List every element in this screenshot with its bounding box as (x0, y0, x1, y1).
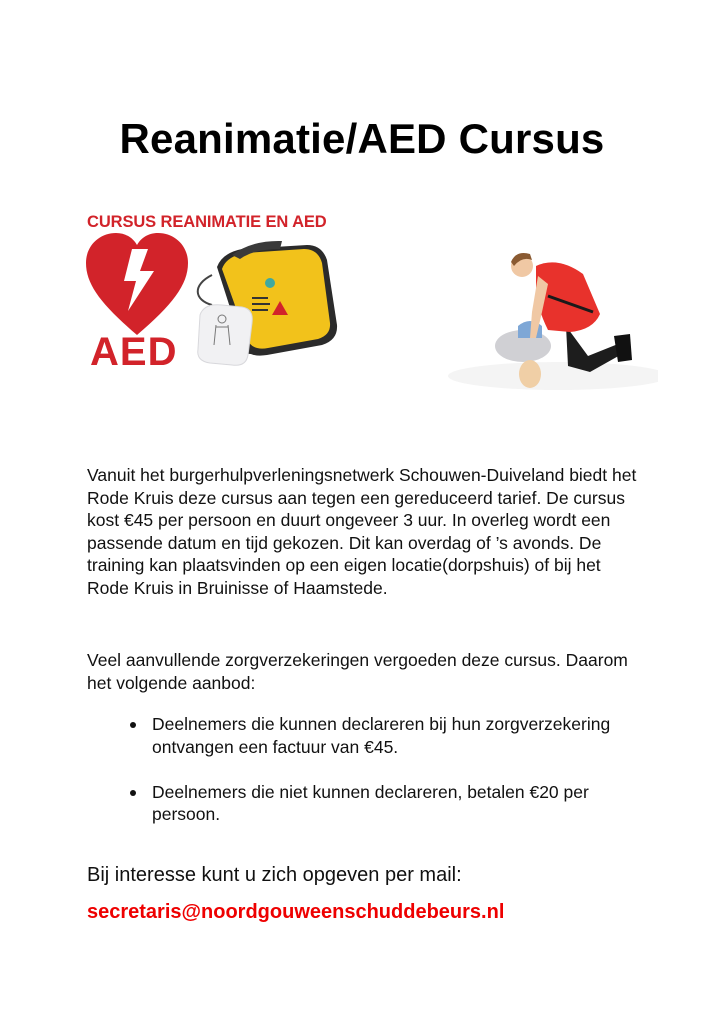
electrode-pad-icon (198, 305, 253, 366)
cpr-illustration (418, 226, 658, 396)
offer-item (120, 713, 660, 758)
page-title: Reanimatie/AED Cursus (119, 115, 605, 163)
image-banner-text: CURSUS REANIMATIE EN AED (87, 213, 327, 231)
offer-list (120, 713, 660, 848)
insurance-paragraph: Veel aanvullende zorgverzekeringen vergoeden deze cursus. Daarom het volgende aanbod: (87, 650, 628, 693)
contact-intro: Bij interesse kunt u zich opgeven per mail: (87, 864, 462, 886)
offer-text: Deelnemers die kunnen declareren bij hun zorgverzekering ontvangen een factuur van €45. (152, 714, 611, 757)
aed-logo-text: AED (90, 330, 178, 374)
offer-item (120, 781, 660, 826)
email-link[interactable]: secretaris@noordgouweenschuddebeurs.nl (87, 901, 505, 923)
cpr-training-photo (418, 226, 658, 396)
aed-course-image (82, 205, 374, 377)
intro-paragraph: Vanuit het burgerhulpverleningsnetwerk Schouwen-Duiveland biedt het Rode Kruis deze cursus aan tegen een gereduceerd tarief. De cursus kost €45 per persoon en duurt ongeveer 3 uur. In overleg wordt een passende datum en tijd gekozen. Dit kan overdag of ’s avonds. De training kan plaatsvinden op een eigen locatie(dorpshuis) of bij het Rode Kruis in Bruinisse of Haamstede. (87, 465, 637, 598)
bullet-icon (130, 790, 136, 796)
bullet-icon (130, 722, 136, 728)
offer-text: Deelnemers die niet kunnen declareren, betalen €20 per persoon. (152, 781, 589, 824)
